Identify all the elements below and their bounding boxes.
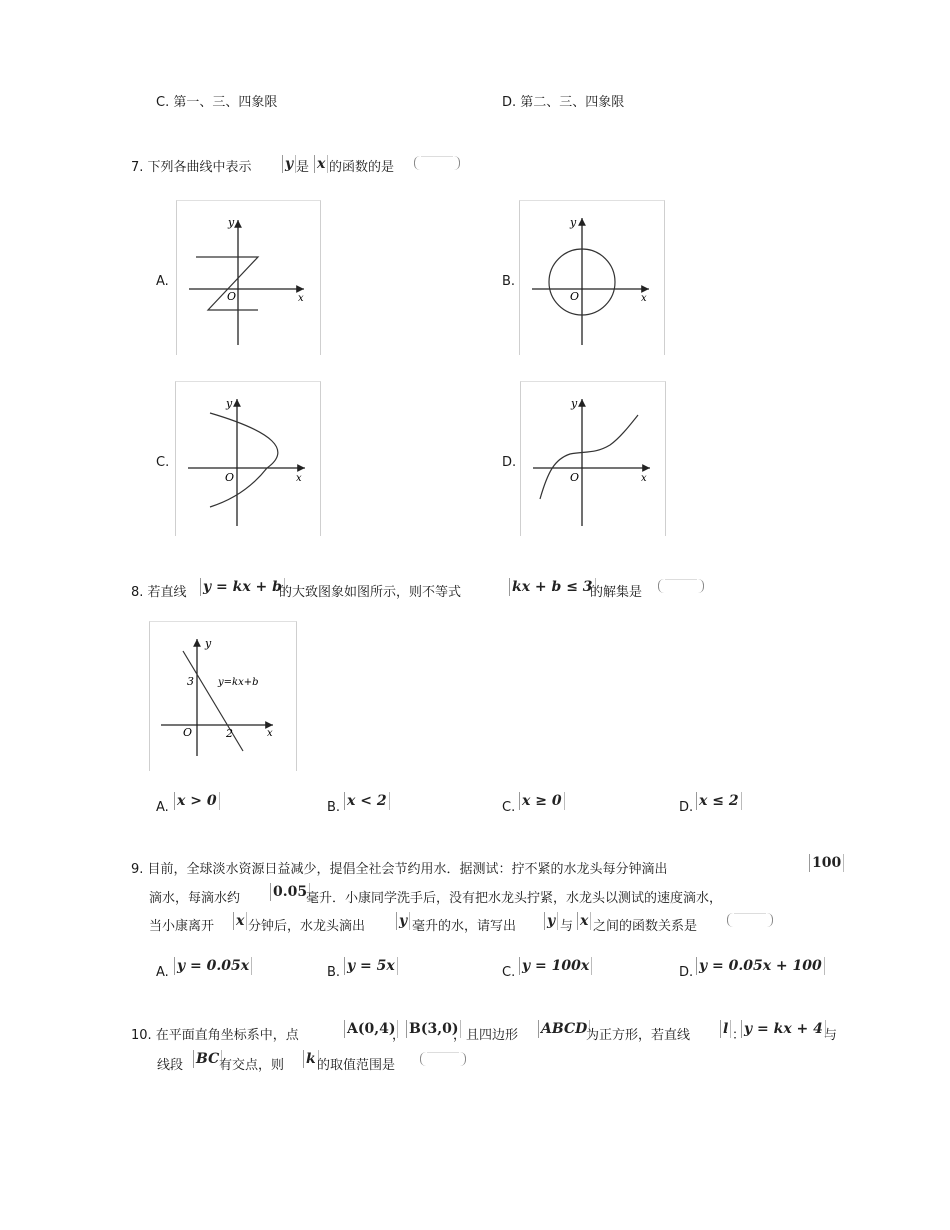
q10-point-a: A(0,4) xyxy=(344,1020,398,1038)
q8-x-intercept-label: 2 xyxy=(226,727,233,740)
q10-comma: ， xyxy=(392,1028,406,1043)
q8-option-b-label: B. xyxy=(327,800,341,815)
q10-segment: BC xyxy=(193,1050,222,1068)
origin-label: O xyxy=(227,290,237,303)
q7-graph-a xyxy=(176,200,321,355)
q9-option-d-label: D. xyxy=(679,965,694,980)
origin-label: O xyxy=(570,290,580,303)
q10-line-2b: 有交点，则 xyxy=(219,1058,285,1073)
q9-option-b[interactable]: y = 5x xyxy=(344,957,398,975)
q10-line-2a: 线段 xyxy=(157,1058,184,1073)
q7-var-y: y xyxy=(282,155,296,173)
q7-label-d: D. xyxy=(502,455,517,470)
q8-option-b[interactable]: x < 2 xyxy=(344,792,390,810)
q9-answer-blank[interactable] xyxy=(727,913,773,927)
q9-line-2a: 滴水，每滴水约 xyxy=(149,891,241,906)
q10-answer-blank[interactable] xyxy=(420,1052,466,1066)
q7-var-x: x xyxy=(314,155,328,173)
axis-x-label: x xyxy=(296,473,302,484)
q7-graph-c xyxy=(175,381,321,536)
q9-line-2b: 毫升．小康同学洗手后，没有把水龙头拧紧，水龙头以测试的速度滴水， xyxy=(306,891,723,906)
q7-label-b: B. xyxy=(502,274,516,289)
q7-graph-d xyxy=(520,381,666,536)
q6-option-d: D. 第二、三、四象限 xyxy=(502,95,625,110)
q9-line-3e: 之间的函数关系是 xyxy=(593,919,698,934)
q10-line-2c: 的取值范围是 xyxy=(317,1058,396,1073)
q9-line-3b: 分钟后，水龙头滴出 xyxy=(248,919,366,934)
q8-option-a-label: A. xyxy=(156,800,169,815)
q10-quadrilateral: ABCD xyxy=(538,1020,590,1038)
q8-option-c-label: C. xyxy=(502,800,516,815)
q10-line-1c: 为正方形，若直线 xyxy=(586,1028,691,1043)
q8-stem-end: 的解集是 xyxy=(590,585,643,600)
q10-var-l: l xyxy=(720,1020,731,1038)
q10-line-1b: ，且四边形 xyxy=(453,1028,519,1043)
axis-y-label: y xyxy=(226,397,233,410)
q9-line-3a: 当小康离开 xyxy=(149,919,215,934)
q7-answer-blank[interactable] xyxy=(414,156,460,170)
q8-y-intercept-label: 3 xyxy=(187,675,194,688)
q8-stem-mid: 的大致图象如图所示，则不等式 xyxy=(279,585,462,600)
q8-axis-x-label: x xyxy=(267,728,273,739)
axis-y-label: y xyxy=(570,216,577,229)
q9-option-a-label: A. xyxy=(156,965,169,980)
q10-colon: ： xyxy=(732,1028,746,1043)
q8-line-label: y=kx+b xyxy=(218,677,259,688)
axis-y-label: y xyxy=(571,397,578,410)
origin-label: O xyxy=(570,471,580,484)
q9-option-a[interactable]: y = 0.05x xyxy=(174,957,252,975)
q8-graph xyxy=(149,621,297,771)
q9-line-1: 9. 目前，全球淡水资源日益减少，提倡全社会节约用水．据测试：拧不紧的水龙头每分钟滴出 xyxy=(131,862,668,877)
q8-axis-y-label: y xyxy=(205,637,212,650)
q9-var-y: y xyxy=(396,912,410,930)
q8-ineq-expr: kx + b ≤ 3 xyxy=(509,578,596,596)
q9-option-c[interactable]: y = 100x xyxy=(519,957,592,975)
q9-line-3c: 毫升的水，请写出 xyxy=(412,919,517,934)
q7-stem: 7. 下列各曲线中表示 xyxy=(131,160,252,175)
q7-label-a: A. xyxy=(156,274,169,289)
q8-option-d-label: D. xyxy=(679,800,694,815)
q8-answer-blank[interactable] xyxy=(658,579,704,593)
axis-y-label: y xyxy=(228,216,235,229)
axis-x-label: x xyxy=(641,293,647,304)
q10-line-1d: 与 xyxy=(824,1028,838,1043)
q7-stem-is: 是 xyxy=(296,160,310,175)
q10-var-k: k xyxy=(303,1050,319,1068)
q7-stem-end: 的函数的是 xyxy=(329,160,395,175)
q8-option-a[interactable]: x > 0 xyxy=(174,792,220,810)
q9-option-d[interactable]: y = 0.05x + 100 xyxy=(696,957,825,975)
axis-x-label: x xyxy=(298,293,304,304)
q9-number-005: 0.05 xyxy=(270,883,310,901)
axis-x-label: x xyxy=(641,473,647,484)
q10-line-1a: 10. 在平面直角坐标系中，点 xyxy=(131,1028,299,1043)
q9-number-100: 100 xyxy=(809,854,844,872)
q8-option-d[interactable]: x ≤ 2 xyxy=(696,792,742,810)
origin-label: O xyxy=(225,471,235,484)
q9-option-b-label: B. xyxy=(327,965,341,980)
q9-var-y-2: y xyxy=(544,912,558,930)
q9-var-x-2: x xyxy=(577,912,591,930)
q7-graph-b xyxy=(519,200,665,355)
q9-var-x: x xyxy=(233,912,247,930)
q8-line-expr: y = kx + b xyxy=(200,578,285,596)
q7-label-c: C. xyxy=(156,455,170,470)
q9-option-c-label: C. xyxy=(502,965,516,980)
q6-option-c: C. 第一、三、四象限 xyxy=(156,95,278,110)
q8-option-c[interactable]: x ≥ 0 xyxy=(519,792,565,810)
q10-line-expr: y = kx + 4 xyxy=(741,1020,826,1038)
q8-stem: 8. 若直线 xyxy=(131,585,187,600)
q8-origin-label: O xyxy=(183,726,193,739)
q10-point-b: B(3,0) xyxy=(406,1020,461,1038)
q9-line-3d: 与 xyxy=(560,919,574,934)
